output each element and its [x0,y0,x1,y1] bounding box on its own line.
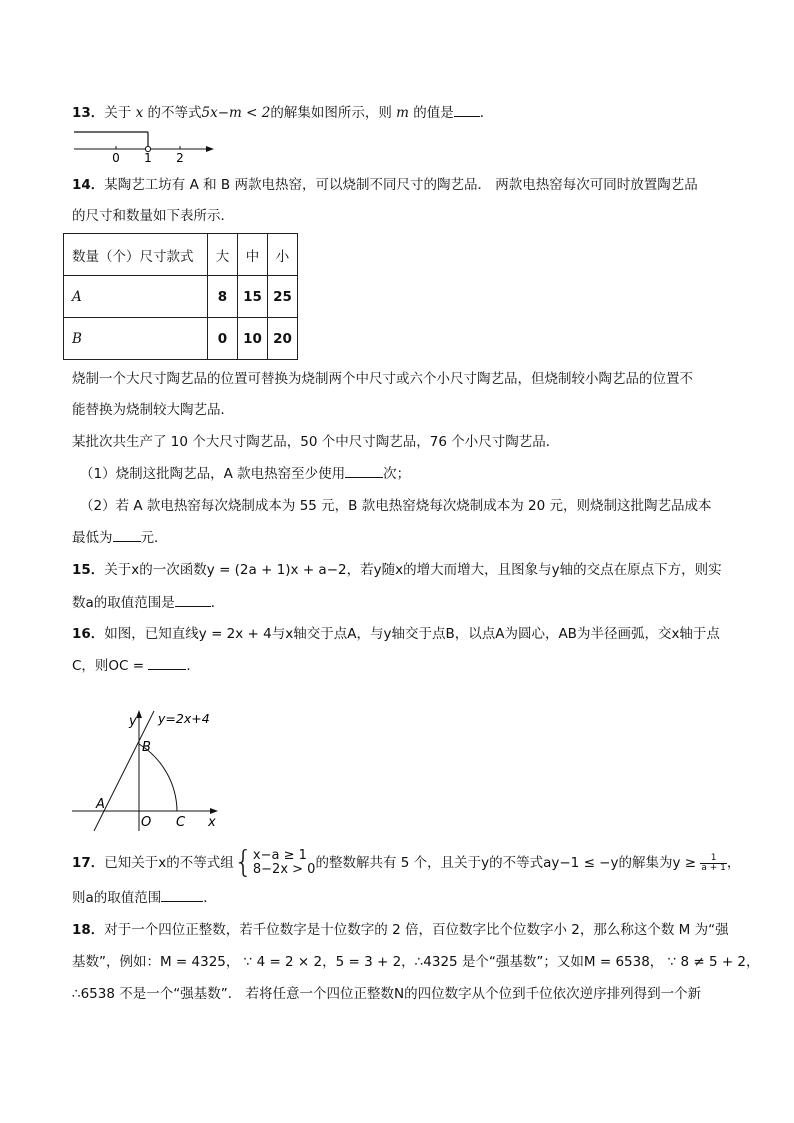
q18-line1: 18．对于一个四位正整数，若千位数字是十位数字的 2 倍，百位数字比个位数字小 2，那么称这个数 M 为“强 [72,922,729,938]
q13-inequality: 5x−m < 2 [201,105,271,121]
table-row [64,276,298,318]
q16-number: 16． [72,626,105,642]
x-axis-label: x [208,815,216,830]
table-cell: 10 [238,318,268,360]
kiln-capacity-table [63,233,298,360]
table-cell: 15 [238,276,268,318]
table-header-row [64,234,298,276]
left-brace: { [233,845,253,880]
q17-number: 17． [72,855,105,871]
q14-line1: 14．某陶艺工坊有 A 和 B 两款电热窑，可以烧制不同尺寸的陶艺品． 两款电热窑每次可同时放置陶艺品 [72,177,698,193]
q15-line2: 数a的取值范围是 ． [72,592,224,613]
q16-line1: 16．如图，已知直线y = 2x + 4与x轴交于点A，与y轴交于点B，以点A为圆心，AB为半径画弧，交x轴于点 [72,626,720,642]
q14-note2: 能替换为烧制较大陶艺品． [72,402,234,418]
q18-line3: ∴6538 不是一个“强基数”． 若将任意一个四位正整数N的四位数字从个位到千位依次逆序排列得到一个新 [72,986,702,1002]
q16-answer-blank [148,655,186,670]
tick-label-0: 0 [112,151,120,165]
table-cell: 25 [268,276,298,318]
table-row [64,318,298,360]
q17-line2: 则a的取值范围 ． [72,887,217,908]
q16-figure [66,705,236,837]
q14-note3: 某批次共生产了 10 个大尺寸陶艺品，50 个中尺寸陶艺品，76 个小尺寸陶艺品． [72,434,560,450]
q14-sub1-blank [345,463,383,478]
q18-line2: 基数”，例如：M = 4325， ∵ 4 = 2 × 2，5 = 3 + 2，∴4325 是个“强基数”；又如M = 6538， ∵ 8 ≠ 5 + 2， [72,954,760,970]
point-a-label: A [96,797,105,812]
q14-sub2-blank [113,527,141,542]
table-header-cell: 数量（个）尺寸款式 [64,234,208,276]
q17-line1: 17．已知关于x的不等式组{ x−a ≥ 1 8−2x > 0 的整数解共有 5 个，且关于y的不等式ay−1 ≤ −y的解集为y ≥ $\frac{1}{a + 1}$ ， [72,845,741,880]
table-cell: 8 [208,276,238,318]
table-row-label: A [64,276,208,318]
tick-label-2: 2 [176,151,184,165]
q18-number: 18． [72,922,105,938]
y-axis-label: y [129,714,137,729]
origin-label: O [141,815,152,830]
q14-sub2: （2）若 A 款电热窑每次烧制成本为 55 元，B 款电热窑烧每次烧制成本为 20 元，则烧制这批陶艺品成本 [80,498,712,514]
table-row-label: B [64,318,208,360]
fraction: $\frac{1}{a + 1}$ [701,852,726,873]
table-cell: 20 [268,318,298,360]
point-b-label: B [142,740,151,755]
q14-number: 14． [72,177,105,193]
q15-line1: 15．关于x的一次函数y = (2a + 1)x + a−2，若y随x的增大而增大，且图象与y轴的交点在原点下方，则实 [72,562,722,578]
point-c-label: C [176,815,186,830]
q16-line2: C，则OC = ． [72,655,200,676]
table-header-cell: 中 [238,234,268,276]
tick-label-1: 1 [144,151,152,165]
q14-sub2-cont: 最低为 元． [72,527,168,548]
q14-note1: 烧制一个大尺寸陶艺品的位置可替换为烧制两个中尺寸或六个小尺寸陶艺品，但烧制较小陶艺品的位置不 [72,371,693,387]
inequality-system: x−a ≥ 1 8−2x > 0 [252,848,316,877]
table-cell: 0 [208,318,238,360]
q13-answer-blank [454,102,480,117]
q15-number: 15． [72,562,105,578]
q14-line2: 的尺寸和数量如下表所示． [72,208,234,224]
q13-number-line [72,128,222,166]
table-header-cell: 小 [268,234,298,276]
q15-answer-blank [175,592,211,607]
q13-number: 13． [72,105,105,121]
q17-answer-blank [161,887,203,902]
line-equation-label: y=2x+4 [158,711,210,726]
table-header-cell: 大 [208,234,238,276]
q13-text: 13．关于 x 的不等式5x−m < 2的解集如图所示，则 m 的值是 ． [72,102,493,123]
q14-sub1: （1）烧制这批陶艺品，A 款电热窑至少使用 次； [80,463,410,484]
